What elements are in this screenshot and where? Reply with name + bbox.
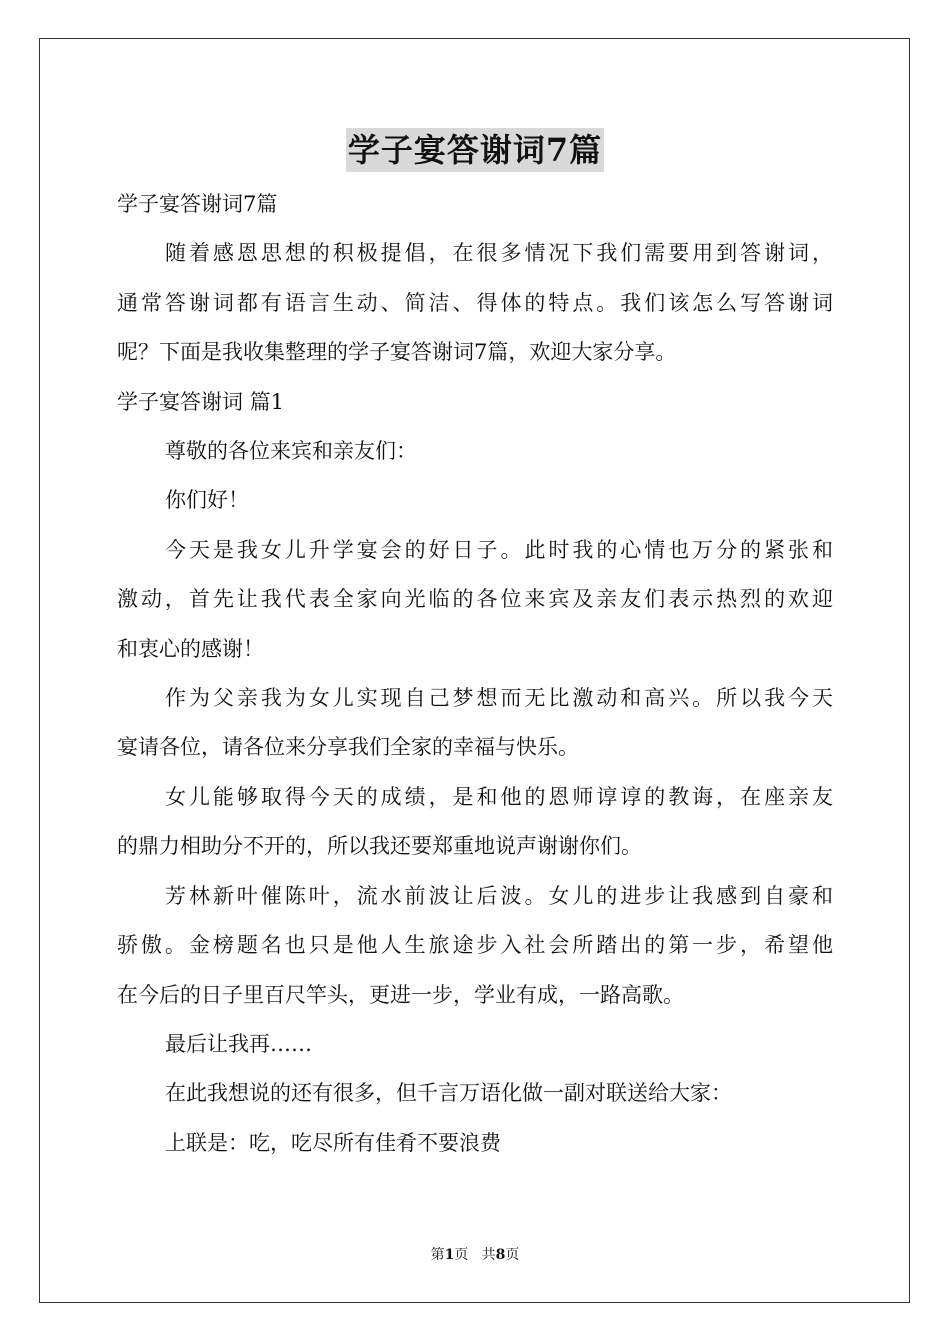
document-title: 学子宴答谢词7篇 (346, 128, 604, 172)
page-suffix: 页 (454, 1247, 469, 1263)
text-line: 作为父亲我为女儿实现自己梦想而无比激动和高兴。所以我今天 (165, 686, 833, 711)
text-line: 尊敬的各位来宾和亲友们： (165, 439, 417, 464)
total-suffix: 页 (505, 1247, 520, 1263)
page-prefix: 第 (430, 1247, 445, 1263)
text-line: 学子宴答谢词 篇1 (117, 389, 285, 414)
page-total: 8 (495, 1247, 506, 1263)
text-line: 宴请各位，请各位来分享我们全家的幸福与快乐。 (117, 735, 579, 760)
text-line: 在今后的日子里百尺竿头，更进一步，学业有成，一路高歌。 (117, 982, 684, 1007)
title-container (0, 128, 950, 172)
text-line: 芳林新叶催陈叶，流水前波让后波。女儿的进步让我感到自豪和 (165, 883, 833, 908)
text-line: 最后让我再…… (165, 1031, 312, 1056)
text-line: 女儿能够取得今天的成绩，是和他的恩师谆谆的教诲，在座亲友 (165, 784, 833, 809)
text-line: 学子宴答谢词7篇 (117, 192, 278, 216)
document-body (117, 180, 833, 1168)
text-line: 呢？下面是我收集整理的学子宴答谢词7篇，欢迎大家分享。 (117, 340, 677, 365)
text-line: 上联是：吃，吃尽所有佳肴不要浪费 (165, 1130, 501, 1155)
total-prefix: 共 (481, 1247, 496, 1263)
text-line: 在此我想说的还有很多，但千言万语化做一副对联送给大家： (165, 1081, 732, 1106)
text-line: 骄傲。金榜题名也只是他人生旅途步入社会所踏出的第一步，希望他 (117, 933, 833, 958)
text-line: 的鼎力相助分不开的，所以我还要郑重地说声谢谢你们。 (117, 834, 642, 859)
text-line: 和衷心的感谢！ (117, 636, 264, 661)
text-line: 随着感恩思想的积极提倡，在很多情况下我们需要用到答谢词， (165, 241, 833, 266)
text-line: 通常答谢词都有语言生动、简洁、得体的特点。我们该怎么写答谢词 (117, 290, 833, 315)
text-line: 今天是我女儿升学宴会的好日子。此时我的心情也万分的紧张和 (165, 537, 833, 562)
page-current: 1 (444, 1247, 455, 1263)
page-footer (0, 1245, 950, 1265)
text-line: 你们好！ (165, 488, 249, 513)
text-line: 激动，首先让我代表全家向光临的各位来宾及亲友们表示热烈的欢迎 (117, 587, 833, 612)
